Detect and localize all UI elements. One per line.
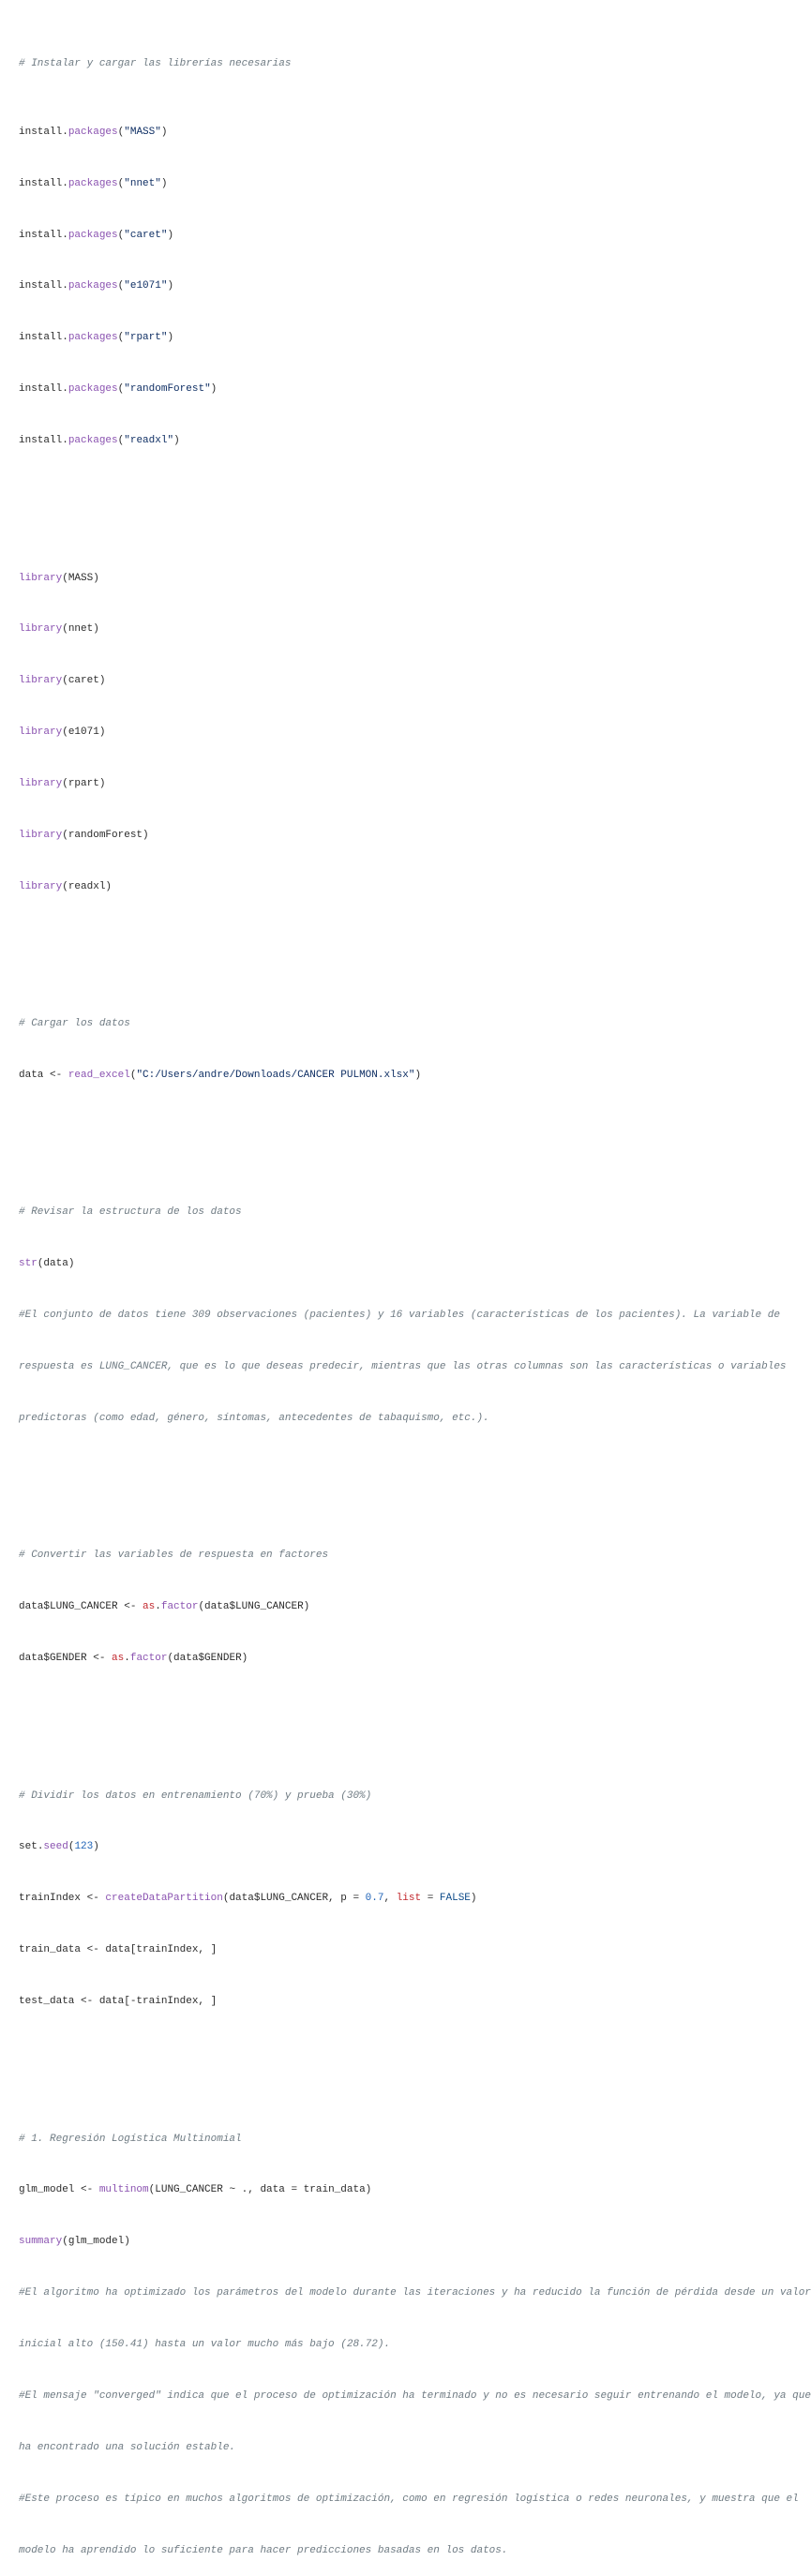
code-line-install: install.packages("caret"): [19, 229, 174, 241]
blank-line: [19, 2061, 806, 2078]
code-comment: # Convertir las variables de respuesta en factores: [19, 1550, 329, 1562]
code-line-library: [19, 621, 806, 637]
code-line-library: [19, 827, 806, 844]
code-function: createDataPartition: [105, 1893, 223, 1905]
code-function: multinom: [98, 2184, 149, 2196]
code-function: library: [19, 829, 63, 841]
code-function: factor: [129, 1653, 168, 1665]
code-string: "MASS": [124, 126, 161, 138]
code-line-install: install.packages("nnet"): [19, 177, 168, 189]
code-function: str: [19, 1258, 38, 1270]
code-string: "nnet": [124, 177, 161, 189]
code-comment: respuesta es LUNG_CANCER, que es lo que deseas predecir, mientras que las otras columnas son las características o variables: [19, 1361, 787, 1373]
code-argument: (nnet): [62, 623, 99, 636]
code-comment: inicial alto (150.41) hasta un valor mucho más bajo (28.72).: [19, 2339, 391, 2351]
code-line-library: [19, 570, 806, 587]
code-comment: #El algoritmo ha optimizado los parámetros del modelo durante las iteraciones y ha reducido la función de pérdida desde un valor: [19, 2287, 811, 2299]
code-function: packages: [68, 126, 118, 138]
blank-line: [19, 947, 806, 964]
code-string: "readxl": [124, 435, 174, 447]
code-number: 0.7: [365, 1893, 384, 1905]
code-object: install: [19, 435, 63, 447]
code-string: "e1071": [124, 280, 168, 292]
code-argument: (readxl): [62, 880, 113, 892]
code-keyword: as: [112, 1653, 125, 1665]
code-object: install: [19, 177, 63, 189]
code-argument: (data): [37, 1258, 75, 1270]
code-line-library: [19, 672, 806, 689]
code-string: "rpart": [124, 332, 168, 344]
code-comment: # Instalar y cargar las librerías necesarias: [19, 57, 292, 69]
code-function: packages: [68, 280, 118, 292]
code-comment: #Este proceso es típico en muchos algoritmos de optimización, como en regresión logística o redes neuronales, y muestra que el: [19, 2493, 799, 2505]
code-assignment: trainIndex <-: [19, 1893, 106, 1905]
code-comment: # Cargar los datos: [19, 1018, 130, 1030]
code-assignment: data <-: [19, 1070, 68, 1082]
code-line-library: [19, 775, 806, 792]
code-argument: (rpart): [62, 778, 106, 790]
code-string: "caret": [124, 229, 168, 241]
code-assignment: data$GENDER <-: [19, 1653, 113, 1665]
code-comment: #El conjunto de datos tiene 309 observaciones (pacientes) y 16 variables (características de los pacientes). La variable de: [19, 1310, 780, 1322]
code-line-factor: data$LUNG_CANCER <- as.factor(data$LUNG_CANCER): [19, 1601, 310, 1613]
blank-line: [19, 501, 806, 517]
code-object: install: [19, 280, 63, 292]
code-keyword: as: [143, 1601, 156, 1613]
code-string: "randomForest": [124, 383, 211, 396]
blank-line: [19, 1478, 806, 1495]
code-line-train-data: train_data <- data[trainIndex, ]: [19, 1944, 218, 1956]
code-line-install: install.packages("readxl"): [19, 435, 180, 447]
code-function: read_excel: [68, 1070, 130, 1082]
code-function: library: [19, 778, 63, 790]
code-keyword: list: [396, 1893, 422, 1905]
code-block: [19, 21, 811, 2576]
code-line-install: install.packages("MASS"): [19, 126, 168, 138]
code-object: install: [19, 229, 63, 241]
code-boolean: FALSE: [439, 1893, 471, 1905]
code-argument: (MASS): [62, 572, 99, 584]
code-argument: (data$LUNG_CANCER, p =: [222, 1893, 366, 1905]
code-function: seed: [43, 1841, 68, 1853]
code-line-test-data: test_data <- data[-trainIndex, ]: [19, 1996, 218, 2008]
code-function: summary: [19, 2236, 63, 2248]
code-line-library: [19, 878, 806, 895]
code-function: library: [19, 726, 63, 739]
code-object: install: [19, 383, 63, 396]
code-line-read-excel: data <- read_excel("C:/Users/andre/Downloads/CANCER PULMON.xlsx"): [19, 1070, 422, 1082]
code-argument: (LUNG_CANCER ~ ., data = train_data): [148, 2184, 372, 2196]
code-comment: # 1. Regresión Logística Multinomial: [19, 2133, 242, 2145]
code-object: set: [19, 1841, 38, 1853]
code-line-install: install.packages("randomForest"): [19, 383, 218, 396]
code-function: library: [19, 623, 63, 636]
code-comment: # Revisar la estructura de los datos: [19, 1206, 242, 1219]
code-line-install: install.packages("rpart"): [19, 332, 174, 344]
code-object: install: [19, 126, 63, 138]
blank-line: [19, 1135, 806, 1152]
code-assignment: glm_model <-: [19, 2184, 99, 2196]
code-argument: (randomForest): [62, 829, 149, 841]
code-comment: #El mensaje "converged" indica que el proceso de optimización ha terminado y no es necesario seguir entrenando el modelo, ya que: [19, 2389, 811, 2402]
code-line-multinom: [19, 2181, 806, 2198]
code-object: install: [19, 332, 63, 344]
code-argument: (e1071): [62, 726, 106, 739]
code-argument: (data$LUNG_CANCER): [198, 1601, 310, 1613]
code-line-factor: data$GENDER <- as.factor(data$GENDER): [19, 1653, 248, 1665]
code-comment: modelo ha aprendido lo suficiente para hacer predicciones basadas en los datos.: [19, 2544, 508, 2556]
code-function: library: [19, 880, 63, 892]
code-function: library: [19, 675, 63, 687]
code-function: packages: [68, 229, 118, 241]
code-function: library: [19, 572, 63, 584]
code-comment: # Dividir los datos en entrenamiento (70%) y prueba (30%): [19, 1790, 372, 1802]
code-function: packages: [68, 435, 118, 447]
code-comment: ha encontrado una solución estable.: [19, 2441, 236, 2453]
code-function: packages: [68, 332, 118, 344]
code-line-partition: trainIndex <- createDataPartition(data$LUNG_CANCER, p = 0.7, list = FALSE): [19, 1893, 477, 1905]
code-string: "C:/Users/andre/Downloads/CANCER PULMON.xlsx": [136, 1070, 415, 1082]
code-number: 123: [74, 1841, 94, 1853]
code-function: factor: [160, 1601, 199, 1613]
blank-line: [19, 1718, 806, 1735]
code-argument: (glm_model): [62, 2236, 130, 2248]
code-line-str: [19, 1255, 806, 1272]
code-argument: (caret): [62, 675, 106, 687]
code-function: packages: [68, 383, 118, 396]
code-line-summary: [19, 2233, 806, 2250]
code-line-seed: set.seed(123): [19, 1841, 99, 1853]
code-line-install: install.packages("e1071"): [19, 280, 174, 292]
code-comment: predictoras (como edad, género, síntomas, antecedentes de tabaquismo, etc.).: [19, 1413, 489, 1425]
code-assignment: data$LUNG_CANCER <-: [19, 1601, 143, 1613]
code-function: packages: [68, 177, 118, 189]
code-argument: (data$GENDER): [167, 1653, 248, 1665]
code-line-library: [19, 724, 806, 741]
